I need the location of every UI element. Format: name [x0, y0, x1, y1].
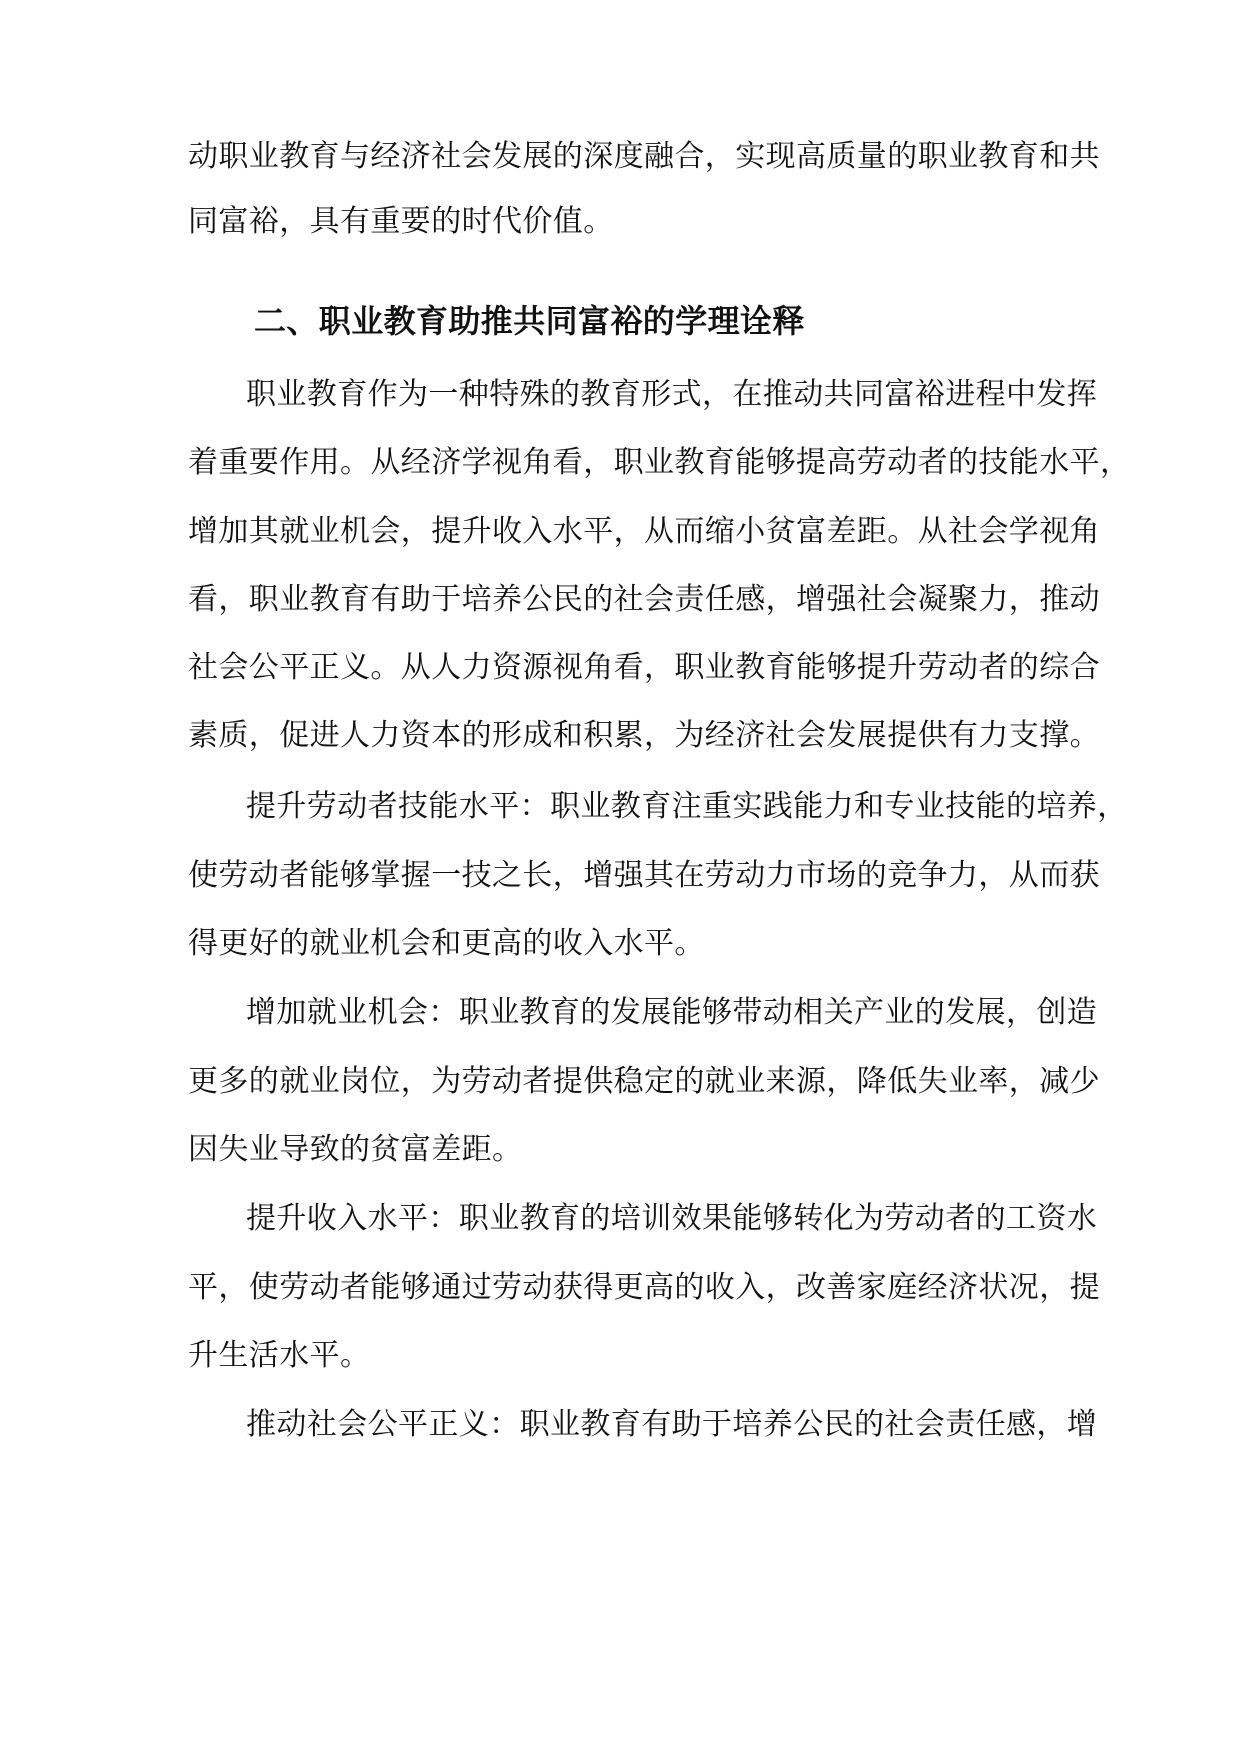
paragraph-1-line-6: 素质，促进人力资本的形成和积累，为经济社会发展提供有力支撑。 [188, 718, 1100, 753]
paragraph-4-line-2: 平，使劳动者能够通过劳动获得更高的收入，改善家庭经济状况，提 [188, 1270, 1100, 1305]
section-heading: 二、职业教育助推共同富裕的学理诠释 [254, 302, 805, 340]
paragraph-2-line-2: 使劳动者能够掌握一技之长，增强其在劳动力市场的竞争力，从而获 [188, 858, 1100, 893]
paragraph-3-line-1: 增加就业机会：职业教育的发展能够带动相关产业的发展，创造 [246, 995, 1098, 1030]
paragraph-1-line-1: 职业教育作为一种特殊的教育形式，在推动共同富裕进程中发挥 [246, 377, 1098, 412]
paragraph-1-line-4: 看，职业教育有助于培养公民的社会责任感，增强社会凝聚力，推动 [188, 582, 1100, 617]
paragraph-2-line-3: 得更好的就业机会和更高的收入水平。 [188, 926, 705, 961]
paragraph-1-line-3: 增加其就业机会，提升收入水平，从而缩小贫富差距。从社会学视角 [188, 514, 1100, 549]
paragraph-1-line-5: 社会公平正义。从人力资源视角看，职业教育能够提升劳动者的综合 [188, 650, 1100, 685]
paragraph-3-line-3: 因失业导致的贫富差距。 [188, 1132, 523, 1167]
paragraph-4-line-1: 提升收入水平：职业教育的培训效果能够转化为劳动者的工资水 [246, 1201, 1098, 1236]
paragraph-4-line-3: 升生活水平。 [188, 1338, 371, 1373]
intro-line-2: 同富裕，具有重要的时代价值。 [188, 204, 614, 239]
intro-line-1: 动职业教育与经济社会发展的深度融合，实现高质量的职业教育和共 [188, 139, 1100, 174]
paragraph-2-line-1: 提升劳动者技能水平：职业教育注重实践能力和专业技能的培养， [246, 789, 1128, 824]
paragraph-1-line-2: 着重要作用。从经济学视角看，职业教育能够提高劳动者的技能水平， [188, 445, 1131, 480]
paragraph-5-line-1: 推动社会公平正义：职业教育有助于培养公民的社会责任感，增 [246, 1407, 1098, 1442]
paragraph-3-line-2: 更多的就业岗位，为劳动者提供稳定的就业来源，降低失业率，减少 [188, 1064, 1100, 1099]
